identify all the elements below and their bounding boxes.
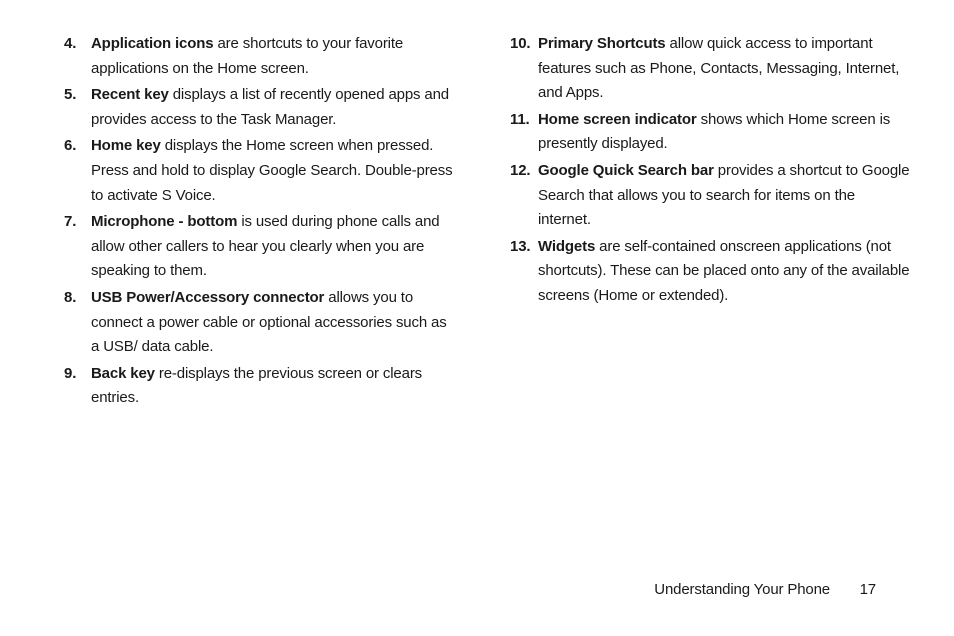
item-number: 10. bbox=[510, 35, 531, 52]
item-description: displays a list of recently opened apps and provides access to the Task Manager. bbox=[91, 86, 449, 128]
list-item bbox=[64, 32, 456, 81]
list-item bbox=[510, 108, 910, 157]
item-description: provides a shortcut to Google Search that allows you to search for items on the internet. bbox=[538, 161, 910, 229]
item-number: 7. bbox=[64, 213, 77, 231]
item-number: 12. bbox=[510, 161, 531, 179]
item-term: Recent key bbox=[91, 86, 169, 104]
item-term: Microphone - bottom bbox=[91, 213, 238, 231]
list-item bbox=[64, 83, 456, 132]
item-text bbox=[538, 235, 910, 309]
list-item bbox=[64, 286, 456, 360]
list-item bbox=[510, 235, 910, 309]
item-term: USB Power/Accessory connector bbox=[91, 288, 325, 306]
item-description: are self-contained onscreen applications (not shortcuts). These can be placed onto any of the available screens (Home or extended). bbox=[538, 237, 910, 304]
list-item bbox=[64, 210, 456, 284]
item-number: 8. bbox=[64, 288, 77, 306]
item-term: Back key bbox=[91, 364, 155, 382]
list-item bbox=[64, 362, 456, 411]
item-number: 5. bbox=[64, 86, 77, 104]
item-number: 11. bbox=[510, 110, 530, 128]
item-term: Google Quick Search bar bbox=[538, 161, 714, 179]
item-text bbox=[91, 83, 456, 132]
item-number: 6. bbox=[64, 137, 77, 155]
item-text bbox=[538, 108, 910, 157]
item-description: displays the Home screen when pressed. Press and hold to display Google Search. Double-press to activate S Voice. bbox=[91, 137, 453, 204]
item-term: Application icons bbox=[91, 35, 214, 52]
item-term: Home key bbox=[91, 137, 161, 155]
item-term: Home screen indicator bbox=[538, 110, 697, 128]
list-item bbox=[510, 159, 910, 233]
item-description: allow quick access to important features such as Phone, Contacts, Messaging, Internet, and Apps. bbox=[538, 35, 900, 102]
item-text bbox=[538, 32, 910, 106]
page-footer bbox=[0, 578, 954, 602]
list-item bbox=[510, 32, 910, 106]
item-text bbox=[538, 159, 910, 233]
item-text bbox=[91, 286, 456, 360]
right-column bbox=[510, 32, 910, 311]
item-description: re-displays the previous screen or clears entries. bbox=[91, 364, 423, 407]
item-description: are shortcuts to your favorite applications on the Home screen. bbox=[91, 35, 404, 77]
item-description: is used during phone calls and allow other callers to hear you clearly when you are speaking to them. bbox=[91, 213, 440, 280]
item-text bbox=[91, 210, 456, 284]
item-number: 13. bbox=[510, 237, 531, 255]
item-term: Widgets bbox=[538, 237, 596, 255]
item-text bbox=[91, 32, 456, 81]
item-number: 9. bbox=[64, 364, 77, 382]
item-text bbox=[91, 134, 456, 208]
footer-section-title: Understanding Your Phone bbox=[654, 581, 830, 598]
item-text bbox=[91, 362, 456, 411]
item-number: 4. bbox=[64, 35, 77, 52]
item-description: shows which Home screen is presently displayed. bbox=[538, 110, 891, 153]
left-column bbox=[64, 32, 456, 413]
page-number: 17 bbox=[859, 581, 876, 598]
item-description: allows you to connect a power cable or optional accessories such as a USB/ data cable. bbox=[91, 288, 447, 356]
item-term: Primary Shortcuts bbox=[538, 35, 666, 52]
list-item bbox=[64, 134, 456, 208]
